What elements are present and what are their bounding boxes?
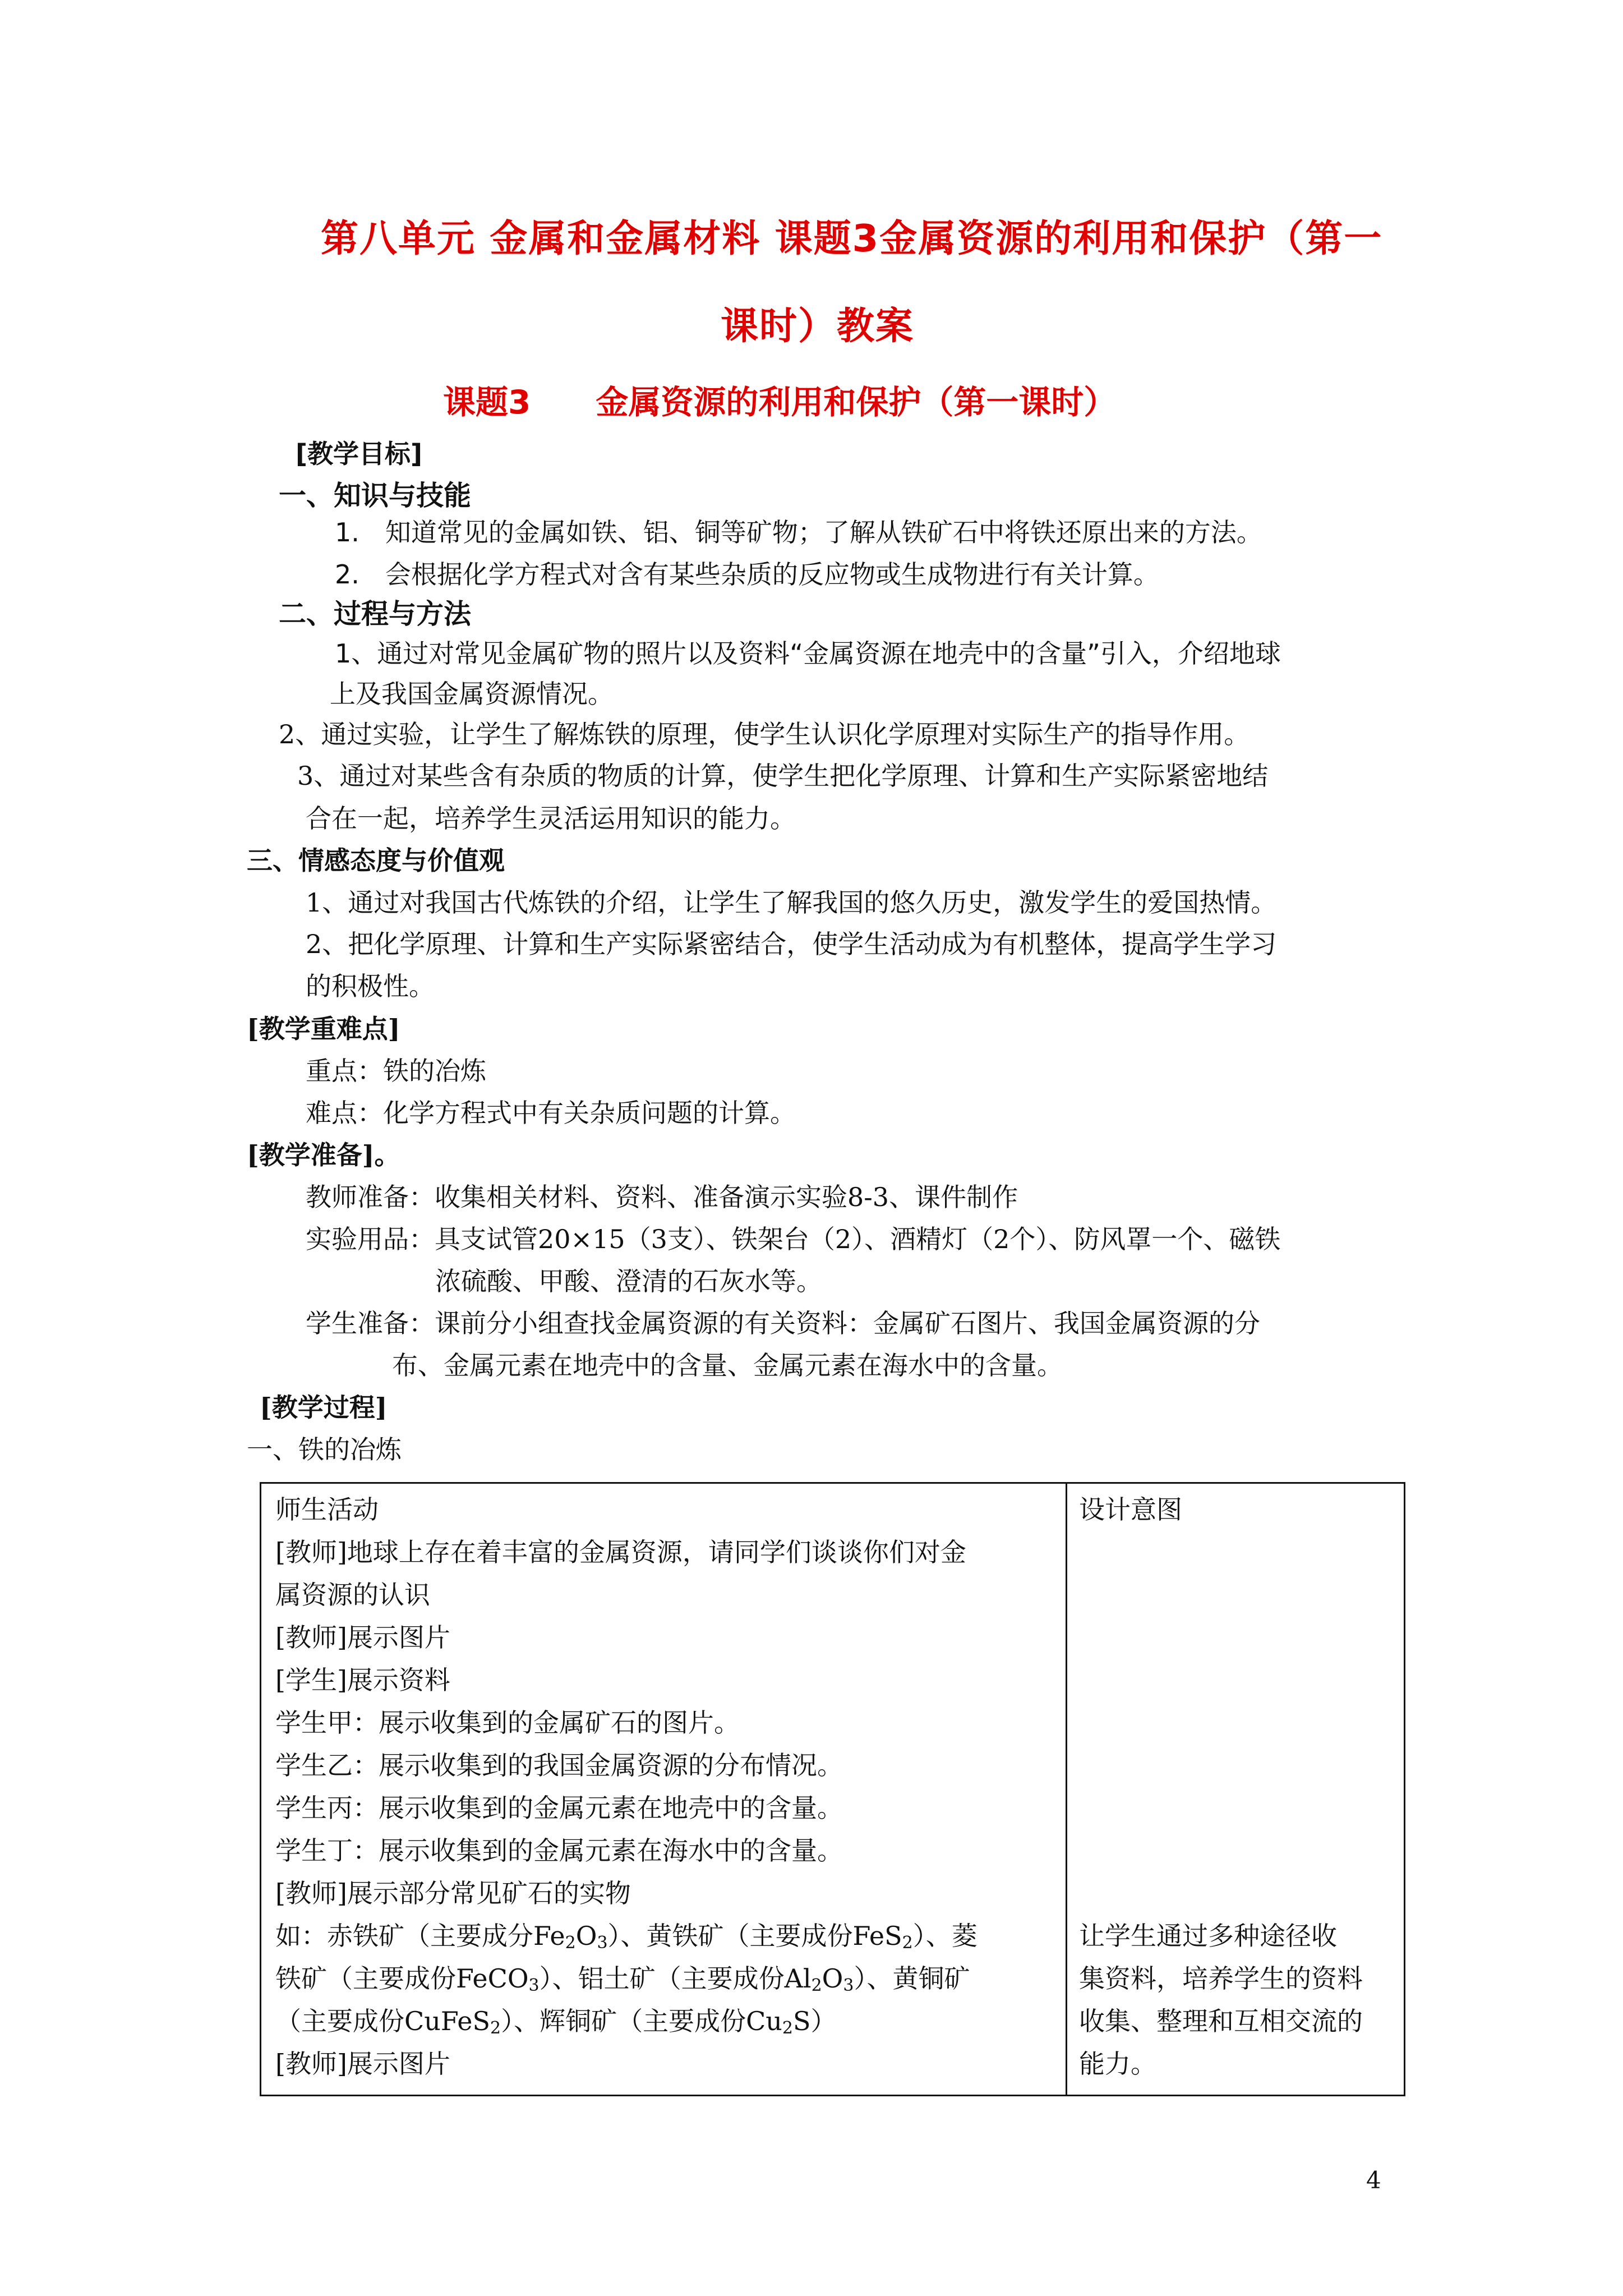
- process-section-iron-smelting: 一、铁的冶炼: [247, 1434, 402, 1465]
- section-process-method: 二、过程与方法: [279, 598, 472, 630]
- subscript: 2: [902, 1933, 913, 1953]
- ore-text: ）、铝土矿（主要成份: [539, 1963, 785, 1994]
- ore-text: （主要成份: [275, 2006, 404, 2036]
- ore-text: ）、黄铁矿（主要成份: [607, 1921, 853, 1951]
- process-item-2: 2、通过实验，让学生了解炼铁的原理，使学生认识化学原理对实际生产的指导作用。: [279, 719, 1250, 749]
- table-row: [学生]展示资料: [275, 1665, 450, 1695]
- table-row: 学生丙：展示收集到的金属元素在地壳中的含量。: [275, 1793, 843, 1823]
- table-row: 学生丁：展示收集到的金属元素在海水中的含量。: [275, 1835, 843, 1866]
- student-prep-a: 学生准备：课前分小组查找金属资源的有关资料：金属矿石图片、我国金属资源的分: [306, 1308, 1260, 1338]
- subscript: 3: [597, 1933, 608, 1953]
- ore-text: ）: [810, 2006, 837, 2036]
- doc-title-line1: 第八单元 金属和金属材料 课题3金属资源的利用和保护（第一: [321, 217, 1383, 260]
- ore-line-2: [275, 1957, 1055, 2000]
- section-knowledge-skills: 一、知识与技能: [279, 480, 472, 512]
- table-row: 属资源的认识: [275, 1580, 430, 1610]
- attitude-item-2b: 的积极性。: [306, 971, 435, 1001]
- design-intent-cell: [1079, 1488, 1393, 2085]
- table-row: 学生甲：展示收集到的金属矿石的图片。: [275, 1708, 740, 1738]
- formula: O: [822, 1963, 843, 1994]
- right-column-header: 设计意图: [1079, 1494, 1182, 1525]
- difficulty-header: [教学重难点]: [247, 1014, 400, 1044]
- process-item-1b: 上及我国金属资源情况。: [330, 679, 614, 709]
- left-column-header: 师生活动: [275, 1494, 379, 1525]
- spacer: [1079, 1531, 1393, 1915]
- ore-text: ）、菱: [912, 1921, 978, 1951]
- table-row: [教师]地球上存在着丰富的金属资源，请同学们谈谈你们对金: [275, 1537, 966, 1567]
- objectives-header: [教学目标]: [296, 439, 423, 469]
- subscript: 3: [528, 1976, 540, 1995]
- doc-subtitle: 课题3 金属资源的利用和保护（第一课时）: [443, 383, 1117, 421]
- ore-text: ）、黄铜矿: [854, 1963, 970, 1994]
- process-item-3b: 合在一起，培养学生灵活运用知识的能力。: [306, 803, 796, 834]
- formula: Cu: [746, 2006, 782, 2036]
- knowledge-item-2: 2. 会根据化学方程式对含有某些杂质的反应物或生成物进行有关计算。: [335, 559, 1159, 590]
- process-item-3a: 3、通过对某些含有杂质的物质的计算，使学生把化学原理、计算和生产实际紧密地结: [297, 761, 1269, 791]
- formula: Fe: [533, 1921, 565, 1951]
- process-header: [教学过程]: [260, 1392, 388, 1423]
- formula: Al: [784, 1963, 811, 1994]
- intent-line: 能力。: [1079, 2049, 1156, 2079]
- lab-supplies-b: 浓硫酸、甲酸、澄清的石灰水等。: [435, 1266, 822, 1296]
- subscript: 2: [565, 1933, 576, 1953]
- process-item-1a: 1、通过对常见金属矿物的照片以及资料“金属资源在地壳中的含量”引入，介绍地球: [335, 638, 1281, 669]
- ore-text: ）、辉铜矿（主要成份: [501, 2006, 746, 2036]
- section-attitude-values: 三、情感态度与价值观: [247, 845, 505, 876]
- ore-line-1: [275, 1915, 1055, 1957]
- table-row: 学生乙：展示收集到的我国金属资源的分布情况。: [275, 1750, 843, 1780]
- ore-text: 铁矿（主要成份: [275, 1963, 456, 1994]
- difficult-point: 难点：化学方程式中有关杂质问题的计算。: [306, 1098, 796, 1128]
- attitude-item-1: 1、通过对我国古代炼铁的介绍，让学生了解我国的悠久历史，激发学生的爱国热情。: [306, 887, 1277, 918]
- intent-line: 集资料，培养学生的资料: [1079, 1963, 1363, 1994]
- knowledge-item-1: 1. 知道常见的金属如铁、铝、铜等矿物；了解从铁矿石中将铁还原出来的方法。: [335, 517, 1262, 547]
- teacher-student-activities-cell: [275, 1488, 1055, 2085]
- formula: CuFeS: [404, 2006, 490, 2036]
- teacher-prep: 教师准备：收集相关材料、资料、准备演示实验8-3、课件制作: [306, 1182, 1018, 1212]
- subscript: 3: [843, 1976, 854, 1995]
- subscript: 2: [782, 2018, 793, 2038]
- student-prep-b: 布、金属元素在地壳中的含量、金属元素在海水中的含量。: [392, 1350, 1063, 1381]
- subscript: 2: [490, 2018, 501, 2038]
- ore-text: 如：赤铁矿（主要成分: [275, 1921, 533, 1951]
- table-row: [教师]展示图片: [275, 1622, 450, 1653]
- intent-line: 让学生通过多种途径收: [1079, 1921, 1337, 1951]
- subscript: 2: [811, 1976, 822, 1995]
- attitude-item-2a: 2、把化学原理、计算和生产实际紧密结合，使学生活动成为有机整体，提高学生学习: [306, 929, 1277, 959]
- doc-title-line2: 课时）教案: [721, 304, 914, 348]
- lab-supplies-a: 实验用品：具支试管20×15（3支）、铁架台（2）、酒精灯（2个）、防风罩一个、磁铁: [306, 1224, 1281, 1254]
- prep-header: [教学准备]。: [247, 1140, 400, 1170]
- formula: FeCO: [456, 1963, 529, 1994]
- table-column-divider: [1066, 1484, 1067, 2095]
- formula: O: [575, 1921, 597, 1951]
- ore-line-3: [275, 2000, 1055, 2042]
- intent-line: 收集、整理和互相交流的: [1079, 2006, 1363, 2036]
- formula: FeS: [852, 1921, 902, 1951]
- table-row: [教师]展示图片: [275, 2049, 450, 2079]
- page-number: 4: [1366, 2166, 1381, 2194]
- table-row: [教师]展示部分常见矿石的实物: [275, 1878, 631, 1908]
- key-point: 重点：铁的冶炼: [306, 1056, 486, 1086]
- formula: S: [792, 2006, 811, 2036]
- activity-table: [260, 1482, 1405, 2096]
